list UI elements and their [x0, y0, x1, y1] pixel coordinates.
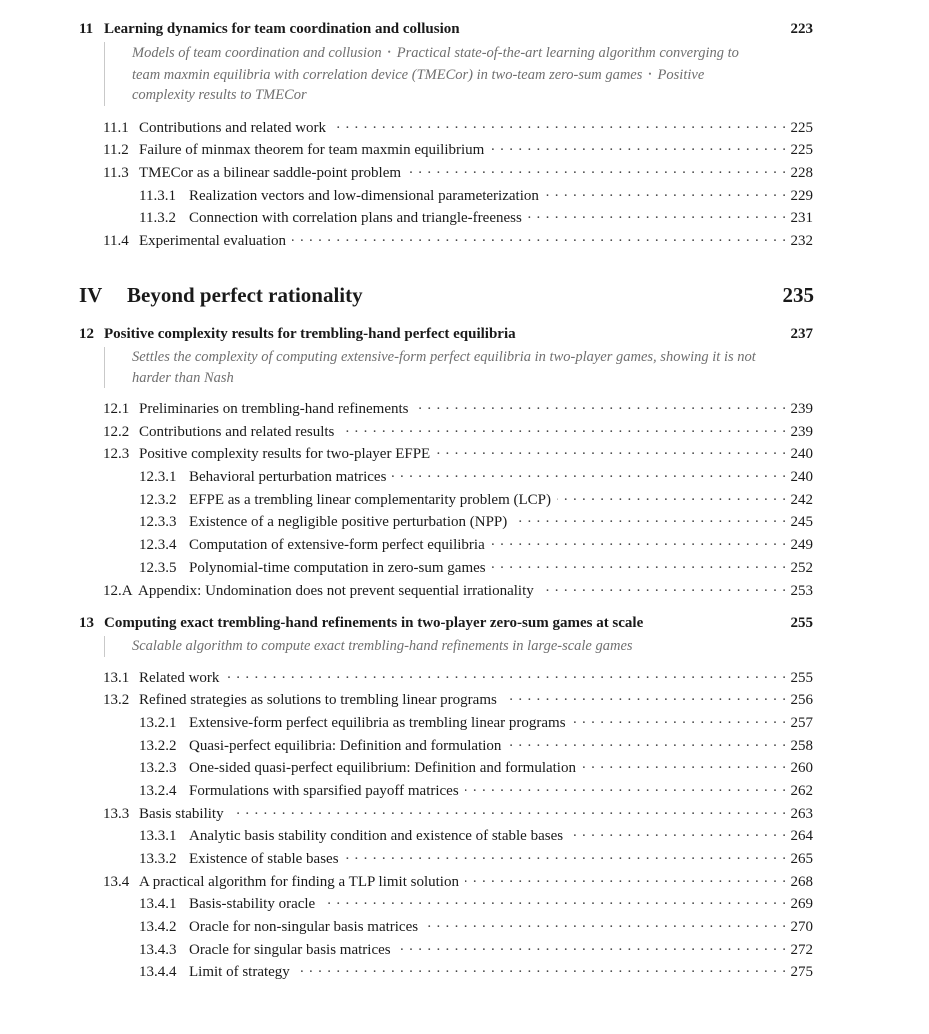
section-page-number: 268 [790, 873, 813, 890]
subsection-number: 12.3.3 [139, 514, 177, 531]
section-number: 12.2 [103, 423, 130, 440]
subsection-page-number: 264 [790, 828, 813, 845]
toc-entry-13-2-4[interactable] [79, 779, 813, 802]
abstract-item: Positive complexity results to TMECor [132, 66, 705, 103]
subsection-title: One-sided quasi-perfect equilibrium: Definition and formulation [189, 760, 576, 777]
dot-leader [490, 138, 786, 154]
abstract-item: Settles the complexity of computing extensive-form perfect equilibria in two-player games, showing it is not harder than Nash [132, 349, 756, 386]
toc-entry-12-2[interactable] [79, 420, 813, 443]
subsection-number: 11.3.1 [139, 187, 176, 204]
section-page-number: 255 [790, 669, 813, 686]
chapter-number: 11 [79, 21, 94, 37]
subsection-number: 13.2.1 [139, 714, 177, 731]
dot-leader [545, 184, 786, 200]
dot-leader [572, 711, 786, 727]
dot-leader [407, 161, 786, 177]
subsection-title: Oracle for singular basis matrices [189, 941, 391, 958]
subsection-number: 13.4.3 [139, 941, 177, 958]
subsection-page-number: 260 [790, 760, 813, 777]
bullet-separator-icon: • [648, 68, 652, 79]
subsection-number: 13.2.2 [139, 737, 177, 754]
subsection-number: 13.4.4 [139, 964, 177, 981]
section-title: Contributions and related work [139, 119, 327, 136]
toc-entry-13-4[interactable] [79, 870, 813, 893]
subsection-page-number: 265 [790, 851, 813, 867]
dot-leader [503, 688, 786, 704]
chapter-title: Learning dynamics for team coordination and collusion [104, 21, 460, 37]
chapter-page-number: 237 [790, 326, 813, 342]
chapter-abstract [104, 42, 762, 106]
abstract-item: Scalable algorithm to compute exact trembling-hand refinements in large-scale games [132, 638, 633, 654]
toc-entry-12-3-5[interactable] [79, 556, 813, 579]
dot-leader [582, 756, 786, 772]
section-title: TMECor as a bilinear saddle-point problem [139, 164, 402, 181]
section-page-number: 232 [790, 232, 813, 249]
subsection-title: Quasi-perfect equilibria: Definition and formulation [189, 737, 502, 754]
section-number: 13.2 [103, 692, 130, 709]
subsection-title: Limit of strategy [189, 964, 290, 981]
toc-entry-13-1[interactable] [79, 666, 813, 689]
toc-entry-13-4-1[interactable] [79, 892, 813, 915]
subsection-page-number: 249 [790, 537, 813, 554]
subsection-page-number: 231 [790, 210, 813, 227]
section-number: 12.A [103, 582, 133, 599]
subsection-page-number: 258 [790, 737, 813, 754]
toc-entry-11-3[interactable] [79, 161, 813, 184]
subsection-page-number: 275 [790, 964, 813, 981]
subsection-title: Computation of extensive-form perfect equilibria [189, 537, 485, 554]
section-page-number: 240 [790, 446, 813, 463]
subsection-page-number: 229 [790, 187, 813, 204]
part-number: IV [79, 283, 103, 307]
dot-leader [465, 870, 786, 886]
section-title: Appendix: Undomination does not prevent sequential irrationality [138, 582, 534, 599]
dot-leader [465, 779, 786, 795]
toc-entry-13-3-2[interactable] [79, 847, 813, 870]
dot-leader [557, 488, 786, 504]
subsection-number: 11.3.2 [139, 210, 176, 227]
section-list [79, 397, 813, 601]
subsection-title: Realization vectors and low-dimensional parameterization [189, 187, 539, 204]
chapter-title: Positive complexity results for trembling-hand perfect equilibria [104, 326, 516, 342]
subsection-title: Polynomial-time computation in zero-sum games [189, 559, 486, 576]
toc-entry-13-3[interactable] [79, 802, 813, 825]
toc-entry-12-3-2[interactable] [79, 488, 813, 511]
chapter-11 [79, 19, 813, 252]
toc-entry-13-4-2[interactable] [79, 915, 813, 938]
dot-leader [491, 533, 786, 549]
dot-leader [436, 442, 786, 458]
subsection-title: Extensive-form perfect equilibria as trembling linear programs [189, 714, 566, 731]
section-page-number: 263 [790, 805, 813, 822]
part-page-number: 235 [782, 283, 814, 307]
dot-leader [507, 734, 786, 750]
subsection-page-number: 242 [790, 491, 813, 508]
section-number: 11.4 [103, 232, 129, 249]
dot-leader [292, 229, 786, 245]
subsection-title: EFPE as a trembling linear complementarity problem (LCP) [189, 491, 551, 508]
dot-leader [392, 465, 786, 481]
chapter-abstract [104, 636, 762, 657]
toc-entry-12-1[interactable] [79, 397, 813, 420]
section-title: Related work [139, 669, 220, 686]
subsection-page-number: 269 [790, 896, 813, 913]
chapter-page-number: 223 [790, 21, 813, 37]
section-page-number: 256 [790, 692, 813, 709]
subsection-title: Analytic basis stability condition and existence of stable bases [189, 828, 564, 845]
toc-entry-13-4-4[interactable] [79, 960, 813, 983]
dot-leader [424, 915, 786, 931]
subsection-title: Existence of a negligible positive perturbation (NPP) [189, 514, 508, 531]
section-page-number: 225 [790, 119, 813, 136]
subsection-number: 12.3.2 [139, 491, 177, 508]
toc-entry-13-3-1[interactable] [79, 824, 813, 847]
subsection-title: Behavioral perturbation matrices [189, 469, 387, 486]
dot-leader [296, 960, 786, 976]
dot-leader [528, 206, 786, 222]
toc-entry-11-4[interactable] [79, 229, 813, 252]
section-title: Positive complexity results for two-player EFPE [139, 446, 431, 463]
section-number: 11.2 [103, 142, 129, 159]
dot-leader [513, 510, 786, 526]
section-list [79, 116, 813, 252]
subsection-number: 13.3.1 [139, 828, 177, 845]
dot-leader [540, 579, 786, 595]
section-title: Failure of minmax theorem for team maxmin equilibrium [139, 142, 485, 159]
toc-entry-12-3-3[interactable] [79, 510, 813, 533]
section-page-number: 239 [790, 401, 813, 417]
section-title: Basis stability [139, 805, 224, 822]
bullet-separator-icon: • [387, 47, 391, 57]
chapter-abstract [104, 347, 762, 388]
toc-entry-11-3-2[interactable] [79, 206, 813, 229]
section-number: 11.3 [103, 164, 129, 181]
toc-entry-13-2[interactable] [79, 688, 813, 711]
dot-leader [332, 116, 786, 132]
abstract-item: Practical state-of-the-art learning algorithm converging to team maxmin equilibria with correlation device (TMECor) in two-team zero-sum games [132, 45, 739, 83]
dot-leader [397, 938, 786, 954]
subsection-page-number: 240 [790, 469, 813, 486]
chapter-page-number: 255 [790, 615, 813, 631]
toc-entry-11-1[interactable] [79, 116, 813, 139]
toc-entry-11-2[interactable] [79, 138, 813, 161]
subsection-page-number: 252 [790, 559, 813, 576]
subsection-number: 13.3.2 [139, 851, 177, 867]
chapter-heading[interactable] [79, 613, 813, 633]
dot-leader [321, 892, 786, 908]
chapter-number: 12 [79, 326, 94, 342]
dot-leader [345, 847, 786, 863]
part-title: Beyond perfect rationality [127, 283, 363, 307]
chapter-number: 13 [79, 615, 94, 631]
dot-leader [492, 556, 786, 572]
section-page-number: 225 [790, 142, 813, 159]
section-title: Experimental evaluation [139, 232, 287, 249]
section-list [79, 666, 813, 984]
toc-entry-12-3[interactable] [79, 442, 813, 465]
section-number: 11.1 [103, 119, 129, 136]
dot-leader [569, 824, 786, 840]
section-page-number: 253 [790, 582, 813, 599]
subsection-page-number: 272 [790, 941, 813, 958]
abstract-item: Models of team coordination and collusion [132, 45, 382, 61]
chapter-12 [79, 324, 813, 601]
subsection-page-number: 245 [790, 514, 813, 531]
dot-leader [415, 397, 786, 413]
subsection-title: Connection with correlation plans and triangle-freeness [189, 210, 522, 227]
subsection-number: 13.2.4 [139, 782, 177, 799]
dot-leader [340, 420, 786, 436]
chapter-heading[interactable] [79, 19, 813, 39]
subsection-page-number: 257 [790, 714, 813, 731]
section-title: A practical algorithm for finding a TLP limit solution [139, 873, 459, 890]
subsection-title: Formulations with sparsified payoff matrices [189, 782, 459, 799]
subsection-title: Existence of stable bases [189, 851, 339, 867]
toc-entry-13-2-3[interactable] [79, 756, 813, 779]
dot-leader [225, 666, 786, 682]
subsection-number: 12.3.4 [139, 537, 177, 554]
subsection-page-number: 262 [790, 782, 813, 799]
subsection-title: Basis-stability oracle [189, 896, 316, 913]
toc-entry-12-a[interactable] [79, 579, 813, 602]
subsection-title: Oracle for non-singular basis matrices [189, 919, 419, 936]
subsection-number: 13.4.2 [139, 919, 177, 936]
chapter-title: Computing exact trembling-hand refinements in two-player zero-sum games at scale [104, 615, 644, 631]
subsection-number: 12.3.5 [139, 559, 177, 576]
section-number: 13.3 [103, 805, 130, 822]
section-number: 12.1 [103, 401, 130, 417]
section-number: 13.1 [103, 669, 130, 686]
subsection-page-number: 270 [790, 919, 813, 936]
toc-entry-11-3-1[interactable] [79, 184, 813, 207]
section-page-number: 239 [790, 423, 813, 440]
toc-entry-13-2-2[interactable] [79, 734, 813, 757]
chapter-heading[interactable] [79, 324, 813, 344]
toc-entry-12-3-4[interactable] [79, 533, 813, 556]
section-title: Preliminaries on trembling-hand refinements [139, 401, 409, 417]
toc-entry-13-2-1[interactable] [79, 711, 813, 734]
subsection-number: 12.3.1 [139, 469, 177, 486]
chapter-13 [79, 613, 813, 983]
toc-entry-13-4-3[interactable] [79, 938, 813, 961]
section-page-number: 228 [790, 164, 813, 181]
subsection-number: 13.4.1 [139, 896, 177, 913]
section-title: Refined strategies as solutions to trembling linear programs [139, 692, 497, 709]
part-heading[interactable] [79, 281, 814, 309]
section-number: 13.4 [103, 873, 130, 890]
toc-entry-12-3-1[interactable] [79, 465, 813, 488]
section-number: 12.3 [103, 446, 130, 463]
dot-leader [230, 802, 786, 818]
subsection-number: 13.2.3 [139, 760, 177, 777]
section-title: Contributions and related results [139, 423, 335, 440]
